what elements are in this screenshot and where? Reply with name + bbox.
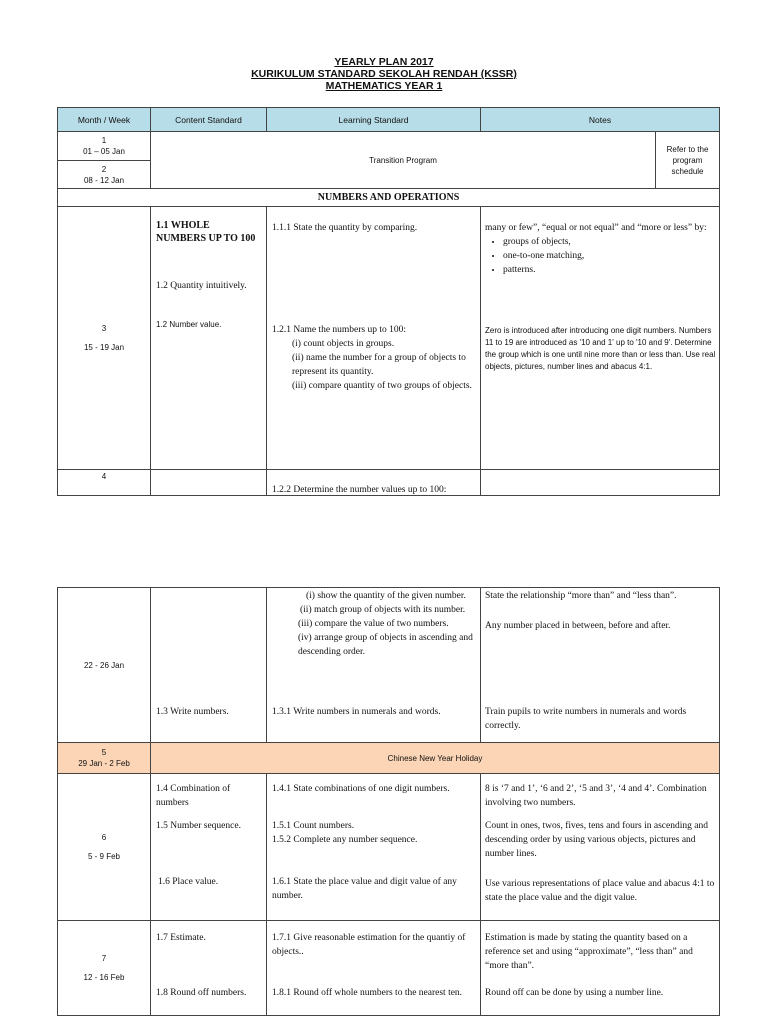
content-standard-estimate: 1.7 Estimate. <box>156 933 206 943</box>
week-4-content-standard <box>150 469 267 496</box>
transition-note-cell: Refer to the program schedule <box>655 131 720 189</box>
col-header-learning-standard: Learning Standard <box>266 107 481 132</box>
week-4-continued-notes <box>480 587 720 743</box>
week-2-dates: 08 - 12 Jan <box>83 175 125 185</box>
section-heading: NUMBERS AND OPERATIONS <box>57 188 720 207</box>
learning-standard-1-2-2-ii: (ii) match group of objects with its number. <box>300 605 466 615</box>
week-3-content-standard <box>150 206 267 470</box>
plan-title: YEARLY PLAN 2017 <box>334 56 434 68</box>
learning-standard-1-6-1: 1.6.1 State the place value and digit value of any number. <box>272 877 457 901</box>
week-4-notes <box>480 469 720 496</box>
week-3-cell <box>57 206 151 470</box>
learning-standard-1-2-1 <box>272 323 477 393</box>
col-header-notes: Notes <box>480 107 720 132</box>
notes-write-numbers: Train pupils to write numbers in numerals and words correctly. <box>485 707 687 731</box>
week-5-number: 5 <box>101 748 107 757</box>
week-1-number: 1 <box>101 136 107 145</box>
week-7-content-standard <box>150 920 267 1016</box>
content-standard-sequence: 1.5 Number sequence. <box>156 821 241 831</box>
notes-bullet: • patterns. <box>503 263 713 277</box>
document-header <box>0 56 768 92</box>
content-standard-combination: 1.4 Combination of numbers <box>156 784 231 808</box>
week-2-cell <box>57 160 151 189</box>
notes-any-number: Any number placed in between, before and after. <box>485 621 671 631</box>
learning-standard-1-5-1: 1.5.1 Count numbers. <box>272 821 355 831</box>
week-7-number: 7 <box>101 954 107 963</box>
notes-comparison-intro <box>485 221 713 277</box>
notes-bullet-list <box>485 235 713 277</box>
learning-standard-1-2-2-iv: (iv) arrange group of objects in ascending and descending order. <box>298 633 473 657</box>
learning-standard-1-2-2-iii: (iii) compare the value of two numbers. <box>298 619 449 629</box>
week-5-dates: 29 Jan - 2 Feb <box>78 759 130 768</box>
week-6-notes <box>480 773 720 921</box>
week-6-number: 6 <box>101 833 107 842</box>
week-1-cell <box>57 131 151 161</box>
week-6-content-standard <box>150 773 267 921</box>
notes-zero-introduction: Zero is introduced after introducing one digit numbers. Numbers 11 to 19 are introduced as '10 and 1' up to '10 and 9'. Determine the group which is one until nine more than or less than. Use real objects, pictures, number lines and abacus 4:1. <box>485 326 716 371</box>
week-7-dates: 12 - 16 Feb <box>83 973 125 982</box>
notes-place-value: Use various representations of place value and abacus 4:1 to state the place value and the digit value. <box>485 879 715 903</box>
content-standard-write-numbers: 1.3 Write numbers. <box>156 707 229 717</box>
notes-estimate: Estimation is made by stating the quantity based on a reference set and using “approximate”, “less than” and “more than”. <box>485 933 693 971</box>
notes-combination: 8 is ‘7 and 1’, ‘6 and 2’, ‘5 and 3’, ‘4 and 4’. Combination involving two numbers. <box>485 784 707 808</box>
subject-title: MATHEMATICS YEAR 1 <box>325 80 443 92</box>
content-standard-quantity: 1.2 Quantity intuitively. <box>156 281 247 291</box>
notes-comparison-text: many or few”, “equal or not equal” and “more or less” by: <box>485 223 707 233</box>
learning-standard-1-2-1-iii: (iii) compare quantity of two groups of objects. <box>292 381 472 391</box>
week-5-cell <box>57 742 151 774</box>
learning-standard-1-2-2-i: (i) show the quantity of the given number. <box>306 591 466 601</box>
week-2-number: 2 <box>101 164 107 174</box>
learning-standard-1-2-1-title: 1.2.1 Name the numbers up to 100: <box>272 325 407 335</box>
learning-standard-1-2-2: 1.2.2 Determine the number values up to 100: <box>266 469 481 496</box>
learning-standard-1-1-1: 1.1.1 State the quantity by comparing. <box>272 223 418 233</box>
learning-standard-1-2-1-i: (i) count objects in groups. <box>292 339 395 349</box>
content-standard-number-value: 1.2 Number value. <box>156 320 222 329</box>
learning-standard-1-7-1: 1.7.1 Give reasonable estimation for the quantiy of objects.. <box>272 933 466 957</box>
week-4-continued-content <box>150 587 267 743</box>
week-4-continued-cell: 22 - 26 Jan <box>57 587 151 743</box>
content-standard-whole-numbers: 1.1 WHOLE NUMBERS UP TO 100 <box>156 220 256 244</box>
notes-round-off: Round off can be done by using a number line. <box>485 988 664 998</box>
week-6-dates: 5 - 9 Feb <box>87 852 120 861</box>
content-standard-round-off: 1.8 Round off numbers. <box>156 988 247 998</box>
learning-standard-1-8-1: 1.8.1 Round off whole numbers to the nearest ten. <box>272 988 463 998</box>
week-6-cell <box>57 773 151 921</box>
learning-standard-1-2-2-items <box>272 589 477 659</box>
transition-program-cell: Transition Program <box>150 131 656 189</box>
week-7-cell <box>57 920 151 1016</box>
learning-standard-1-2-1-ii: (ii) name the number for a group of objects to represent its quantity. <box>292 353 466 377</box>
content-standard-place-value: 1.6 Place value. <box>158 877 219 887</box>
week-3-dates: 15 - 19 Jan <box>83 343 125 352</box>
curriculum-title: KURIKULUM STANDARD SEKOLAH RENDAH (KSSR) <box>251 68 517 80</box>
learning-standard-1-4-1: 1.4.1 State combinations of one digit numbers. <box>272 784 450 794</box>
col-header-month-week: Month / Week <box>57 107 151 132</box>
notes-sequence: Count in ones, twos, fives, tens and fours in ascending and descending order by using various objects, pictures and number lines. <box>485 821 708 859</box>
col-header-content-standard: Content Standard <box>150 107 267 132</box>
notes-bullet: • groups of objects, <box>503 235 713 249</box>
notes-bullet: • one-to-one matching, <box>503 249 713 263</box>
week-4-continued-learning <box>266 587 481 743</box>
learning-standard-1-3-1: 1.3.1 Write numbers in numerals and words. <box>272 707 441 717</box>
notes-relationship: State the relationship “more than” and “less than”. <box>485 591 677 601</box>
week-4-cell: 4 <box>57 469 151 496</box>
week-1-dates: 01 – 05 Jan <box>83 147 125 156</box>
week-7-notes <box>480 920 720 1016</box>
holiday-cell: Chinese New Year Holiday <box>150 742 720 774</box>
week-6-learning-standard <box>266 773 481 921</box>
week-3-notes <box>480 206 720 470</box>
week-3-learning-standard <box>266 206 481 470</box>
learning-standard-1-5-2: 1.5.2 Complete any number sequence. <box>272 835 418 845</box>
week-3-number: 3 <box>101 324 107 333</box>
week-7-learning-standard <box>266 920 481 1016</box>
